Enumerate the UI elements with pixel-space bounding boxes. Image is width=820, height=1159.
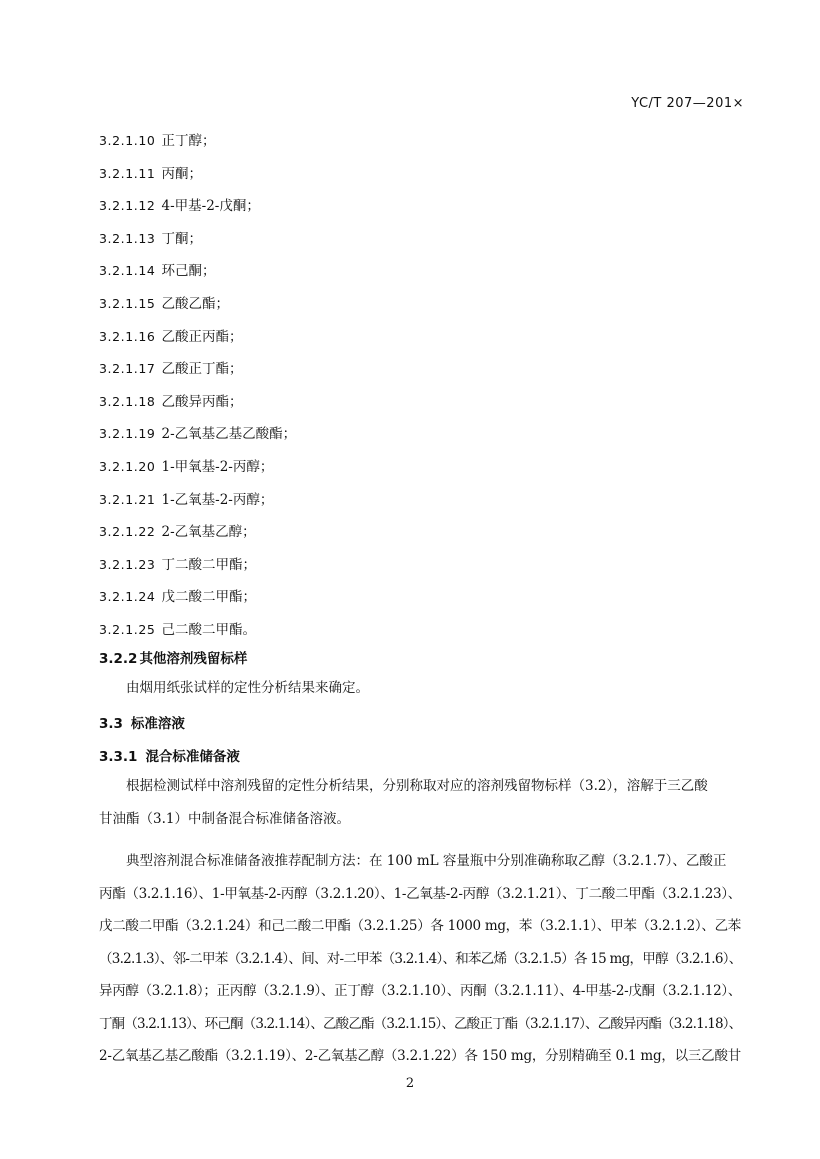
section-title: 标准溶液 [130,716,185,732]
item-text: 乙酸正丁酯； [161,361,243,378]
item-text: 戊二酸二甲酯； [161,589,256,606]
paragraph-line: 甘油酯（3.1）中制备混合标准储备溶液。 [99,810,350,827]
item-number: 3.2.1.12 [99,198,156,214]
section-title: 其他溶剂残留标样 [139,651,248,667]
item-text: 正丁醇； [161,133,216,149]
standard-code-header: YC/T 207—201× [631,96,744,111]
section-3-3-1-paragraph-2 [99,845,741,1073]
item-number: 3.2.1.14 [99,263,156,279]
section-number: 3.3 [99,716,123,732]
item-text: 乙酸乙酯； [161,295,229,312]
list-item [99,294,296,327]
item-number: 3.2.1.21 [99,491,156,507]
item-text: 1-甲氧基-2-丙醇； [161,458,274,475]
item-number: 3.2.1.18 [99,393,156,409]
item-text: 4-甲基-2-戊酮； [161,198,260,215]
list-item [99,457,296,490]
list-item [99,424,296,457]
paragraph-line: 典型溶剂混合标准储备液推荐配制方法：在 100 mL 容量瓶中分别准确称取乙醇（3.2.1.7）、乙酸正 [126,853,727,869]
list-item [99,359,296,392]
item-number: 3.2.1.11 [99,165,156,181]
list-item [99,392,296,425]
paragraph-line: 根据检测试样中溶剂残留的定性分析结果，分别称取对应的溶剂残留物标样（3.2），溶解于三乙酸 [126,778,708,794]
list-item [99,555,296,588]
paragraph-line: 丙酯（3.2.1.16）、1-甲氧基-2-丙醇（3.2.1.20）、1-乙氧基-2-丙醇（3.2.1.21）、丁二酸二甲酯（3.2.1.23）、 [99,885,742,902]
section-heading-3-2-2 [99,647,247,667]
item-number: 3.2.1.20 [99,458,156,474]
page-number: 2 [405,1076,415,1091]
list-item [99,229,296,262]
item-text: 乙酸异丙酯； [161,393,243,410]
paragraph-line: （3.2.1.3）、邻-二甲苯（3.2.1.4）、间、对-二甲苯（3.2.1.4）、和苯乙烯（3.2.1.5）各 15 mg，甲醇（3.2.1.6）、 [99,950,742,967]
list-item [99,131,296,164]
item-text: 己二酸二甲酯。 [161,621,256,638]
section-title: 混合标准储备液 [145,749,240,765]
item-text: 2-乙氧基乙基乙酸酯； [161,426,297,443]
item-number: 3.2.1.13 [99,230,156,246]
item-text: 2-乙氧基乙醇； [161,524,256,541]
list-item [99,327,296,360]
item-number: 3.2.1.10 [99,133,156,148]
section-3-2-2-body [99,672,741,705]
item-number: 3.2.1.15 [99,295,156,311]
item-number: 3.2.1.23 [99,556,156,572]
item-text: 环己酮； [161,263,216,280]
section-number: 3.3.1 [99,749,138,765]
paragraph-line: 丁酮（3.2.1.13）、环己酮（3.2.1.14）、乙酸乙酯（3.2.1.15）、乙酸正丁酯（3.2.1.17）、乙酸异丙酯（3.2.1.18）、 [99,1015,742,1032]
item-text: 1-乙氧基-2-丙醇； [161,491,274,508]
paragraph-line: 戊二酸二甲酯（3.2.1.24）和己二酸二甲酯（3.2.1.25）各 1000 mg，苯（3.2.1.1）、甲苯（3.2.1.2）、乙苯 [99,918,741,934]
item-number: 3.2.1.22 [99,524,156,540]
list-item [99,522,296,555]
section-heading-3-3 [99,712,185,732]
item-number: 3.2.1.17 [99,361,156,377]
item-number: 3.2.1.19 [99,426,156,442]
paragraph-line: 异丙醇（3.2.1.8）；正丙醇（3.2.1.9）、正丁醇（3.2.1.10）、丙酮（3.2.1.11）、4-甲基-2-戊酮（3.2.1.12）、 [99,983,742,999]
item-text: 丁酮； [161,230,202,247]
item-number: 3.2.1.16 [99,328,156,344]
paragraph-line: 2-乙氧基乙基乙酸酯（3.2.1.19）、2-乙氧基乙醇（3.2.1.22）各 150 mg，分别精确至 0.1 mg，以三乙酸甘 [99,1048,741,1064]
section-number: 3.2.2 [99,651,138,667]
list-item [99,164,296,197]
item-number: 3.2.1.25 [99,621,156,637]
list-item [99,490,296,523]
item-text: 丁二酸二甲酯； [161,556,256,573]
section-3-3-1-paragraph-1 [99,770,741,835]
item-number: 3.2.1.24 [99,589,156,605]
item-text: 丙酮； [161,165,202,182]
list-item [99,261,296,294]
reagent-list [99,131,296,653]
list-item [99,587,296,620]
paragraph-line: 由烟用纸张试样的定性分析结果来确定。 [126,680,369,696]
section-heading-3-3-1 [99,745,240,765]
list-item [99,196,296,229]
item-text: 乙酸正丙酯； [161,328,243,345]
